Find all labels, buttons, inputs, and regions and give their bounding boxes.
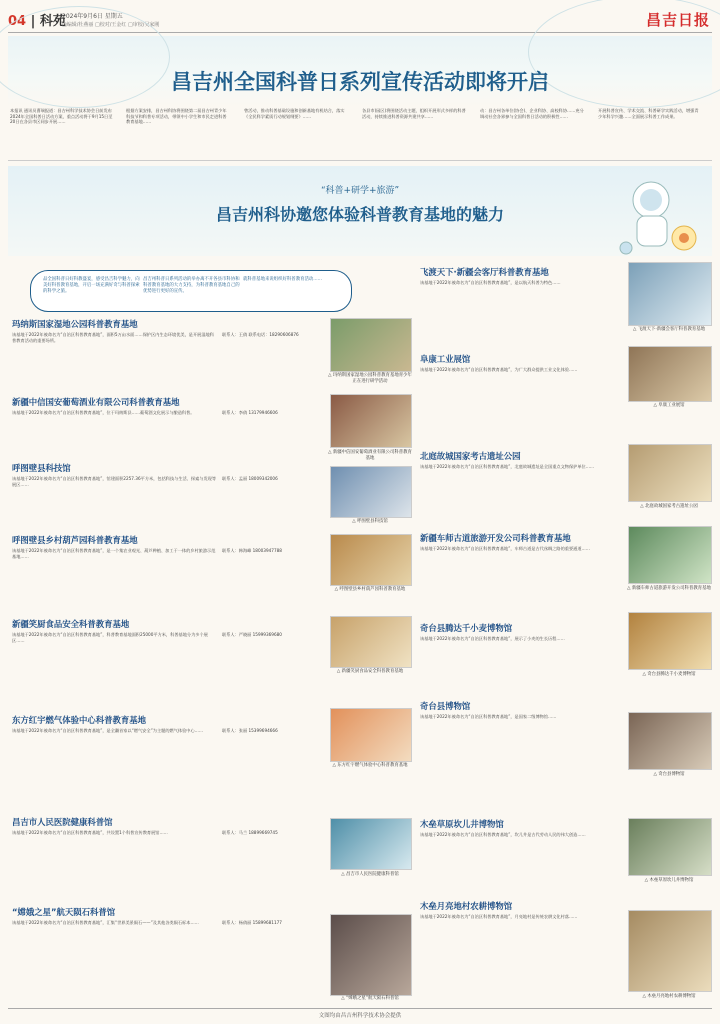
caption: △ 木垒草原坎儿井博物馆 (644, 878, 694, 883)
section-body: 该基地于2022年被命名为“自治区科普教育基地”，馆建面积2257.36平方米，包括科技与生活、探索与发现等展区…… (12, 476, 217, 487)
section-body: 该基地于2022年被命名为“自治区科普教育基地”，是全疆首家以“燃气安全”为主题的燃气体验中心…… (12, 728, 204, 733)
main-headline: 昌吉州全国科普日系列宣传活动即将开启 (171, 69, 549, 94)
section-title: “嫦娥之星”航天陨石科普馆 (12, 907, 116, 917)
section-body: 该基地于2022年被命名为“自治区科普教育基地”，是一个集农业观光、葫芦种植、加工于一体的乡村旅游示范基地…… (12, 548, 216, 559)
section-title: 奇台县腾达千小麦博物馆 (420, 623, 513, 633)
astronaut-illustration (606, 170, 706, 270)
section-body: 该基地于2022年被命名为“自治区科普教育基地”，展示了小麦的生长历程…… (420, 636, 565, 641)
photo-karez-museum (628, 818, 712, 876)
section-title: 阜康工业展馆 (420, 354, 471, 364)
section-contact: 联系人：李倩 13179946606 (222, 410, 278, 415)
section-body: 该基地于2022年被命名为“自治区科普教育基地”，科普教育基地面积25000平方米，科普基地分为多个展区…… (12, 632, 208, 643)
section-title: 玛纳斯国家湿地公园科普教育基地 (12, 319, 138, 329)
caption: △ 昌吉市人民医院健康科普馆 (341, 872, 399, 877)
section-title: 新疆车师古道旅游开发公司科普教育基地 (420, 533, 571, 543)
section-title: 新疆中信国安葡萄酒业有限公司科普教育基地 (12, 397, 180, 407)
section-title: 呼图壁县科技馆 (12, 463, 71, 473)
section-body: 该基地于2022年被命名为“自治区科普教育基地”，北庭故城遗址是全国重点文物保护单位…… (420, 464, 595, 469)
intro-text-2: 昌吉州科普日系列活动的举办离不开各县市科协和科普教育基地的大力支持，为科普教育基地自己的优势进行更好的宣传。 (143, 277, 240, 294)
section-title: 新疆笑厨食品安全科普教育基地 (12, 619, 130, 629)
lead-column-1: 本报讯 通讯员曹瑞报道：昌吉州科学技术协会日前发布2024年全国科普日活动方案，重点活动将于9月15日至20日在各县市区同步开展…… (10, 108, 113, 125)
section-body: 该基地于2022年被命名为“自治区科普教育基地”，位于玛纳斯县……葡萄酒文化展示与酿造科普。 (12, 410, 195, 415)
section-contact: 联系人：孟丽 18009342006 (222, 476, 278, 481)
photo-hospital (330, 818, 412, 870)
section-title: 呼图壁县乡村葫芦园科普教育基地 (12, 535, 138, 545)
section-body: 该基地于2022年被命名为“自治区科普教育基地”，月亮地村是传统农耕文化村落…… (420, 914, 578, 919)
intro-text-1: 品全国科普日好科教盛宴，感受昌吉科学魅力，向美好科普教育基地，开启一场充满好奇与科普探索的科学之旅。 (43, 277, 140, 294)
section-body: 该基地于2022年被命名为“自治区科普教育基地”，坎儿井是古代劳动人民的伟大创造…… (420, 832, 586, 837)
caption: △ 飞渡天下·新疆会客厅科普教育基地 (632, 327, 706, 332)
section-contact: 联系人：马兰 18899669745 (222, 830, 278, 835)
photo-gas-center (330, 708, 412, 762)
page-number: 04 | 科苑 (8, 14, 66, 29)
section-divider (8, 160, 712, 161)
section-title: 东方红宇燃气体验中心科普教育基地 (12, 715, 146, 725)
lead-column-3: 曾活动，推动科普基础设施和创新基地有机结合，落实《全民科学素质行动规划纲要》…… (244, 108, 345, 119)
photo-meteorite (330, 914, 412, 996)
photo-wheat-museum (628, 612, 712, 670)
lead-column-2: 根据方案安排，昌吉州科协将围绕第二届昌吉州青少年科技节和科普专项活动，带领中小学生和市民走进科普教育基地…… (126, 108, 227, 125)
section-title: 奇台县博物馆 (420, 701, 471, 711)
intro-box (30, 270, 352, 312)
caption: △ 新疆笑厨食品安全科普教育基地 (336, 669, 404, 674)
section-contact: 联系人：严晓丽 15999369680 (222, 632, 282, 637)
photo-credit: 文图均由昌吉州科学技术协会提供 (318, 1013, 402, 1019)
photo-farming-museum (628, 910, 712, 992)
caption: △ “嫦娥之星”航天陨石科普馆 (341, 996, 399, 1001)
photo-food-safety (330, 616, 412, 668)
caption: △ 呼图壁县科技馆 (352, 519, 388, 524)
caption: △ 阜康工业展馆 (653, 403, 685, 408)
caption: △ 新疆中信国安葡萄酒业有限公司科普教育基地 (328, 450, 412, 461)
photo-ancient-city (628, 444, 712, 502)
caption: △ 奇台县博物馆 (653, 772, 685, 777)
lead-column-5: 动：昌吉州各单位(协会)、企业科协、高校科协……充分调动社会各界参与全国科普日活动的积极性…… (480, 108, 584, 119)
section-body: 该基地于2022年被命名为“自治区科普教育基地”，是以航天科普为特色…… (420, 280, 561, 285)
photo-industrial-hall (628, 346, 712, 402)
caption: △ 玛纳斯国家湿地公园科普教育基地青少年正在进行研学活动 (328, 373, 412, 384)
photo-winery (330, 394, 412, 448)
caption: △ 木垒月亮地村农耕博物馆 (642, 994, 696, 999)
issue-date: 2024年9月6日 星期五 (62, 13, 123, 20)
section-body: 该基地于2022年被命名为“自治区科普教育基地”，是国家二级博物馆…… (420, 714, 557, 719)
photo-wetland (330, 318, 412, 372)
section-body: 该基地于2022年被命名为“自治区科普教育基地”，共设置1个科普宣传教育展馆…… (12, 830, 168, 835)
section-title: 木垒月亮地村农耕博物馆 (420, 901, 513, 911)
page-footer (8, 1008, 712, 1021)
feature-kicker: “科普+研学+旅游” (320, 186, 400, 196)
photo-qitai-museum (628, 712, 712, 770)
section-contact: 联系人：王倩 联系电话：18290606876 (222, 332, 299, 337)
photo-ancient-road (628, 526, 712, 584)
caption: △ 呼图壁县乡村葫芦园科普教育基地 (334, 587, 406, 592)
newspaper-logo: 昌吉日报 (645, 11, 710, 29)
section-body: 该基地于2022年被命名为“自治区科普教育基地”，面积5万亩水面……保护区内生态环境优美，是开展湿地科普教育活动的重要场所。 (12, 332, 214, 343)
intro-text-3: 就科普基地来说组织好科普教育活动…… (243, 277, 323, 282)
caption: △ 北庭故城国家考古遗址公园 (640, 504, 698, 509)
caption: △ 奇台县腾达千小麦博物馆 (642, 672, 696, 677)
section-contact: 联系人：韩海峰 18003947788 (222, 548, 282, 553)
section-body: 该基地于2022年被命名为“自治区科普教育基地”，汇集“世界美景陨石——”及其他各类陨石标本…… (12, 920, 199, 925)
caption: △ 东方红宇燃气体验中心科普教育基地 (332, 763, 408, 768)
feature-headline: 昌吉州科协邀您体验科普教育基地的魅力 (215, 205, 504, 224)
section-title: 木垒草原坎儿井博物馆 (420, 819, 504, 829)
photo-gourd-garden (330, 534, 412, 586)
section-body: 该基地于2022年被命名为“自治区科普教育基地”，为广大群众提供工业文化体验…… (420, 367, 578, 372)
section-title: 昌吉市人民医院健康科普馆 (12, 817, 113, 827)
caption: △ 新疆车师古道旅游开发公司科普教育基地 (627, 586, 711, 591)
section-body: 该基地于2022年被命名为“自治区科普教育基地”，车师古道是古代丝绸之路的重要通道…… (420, 546, 590, 551)
photo-science-museum (330, 466, 412, 518)
section-title: 北庭故城国家考古遗址公园 (420, 451, 521, 461)
lead-column-4: 各县市(园区)将围绕活动主题，组织开展形式多样的科普活动，持续推进科普资源共建共享…… (362, 108, 466, 119)
section-title: 飞渡天下·新疆会客厅科普教育基地 (420, 267, 549, 277)
lead-column-6: 开展科普宣传、学术交流、科普研学实践活动，增强青少年科学兴趣……全面展示科普工作成果。 (598, 108, 699, 119)
section-contact: 联系人：杨倩丽 15899681177 (222, 920, 282, 925)
editor-credits: □编辑/杜燕丽 □校对/王金红 □审校/吴家刚 (62, 22, 160, 28)
section-contact: 联系人：张丽 15399694666 (222, 728, 278, 733)
photo-guest-hall (628, 262, 712, 326)
